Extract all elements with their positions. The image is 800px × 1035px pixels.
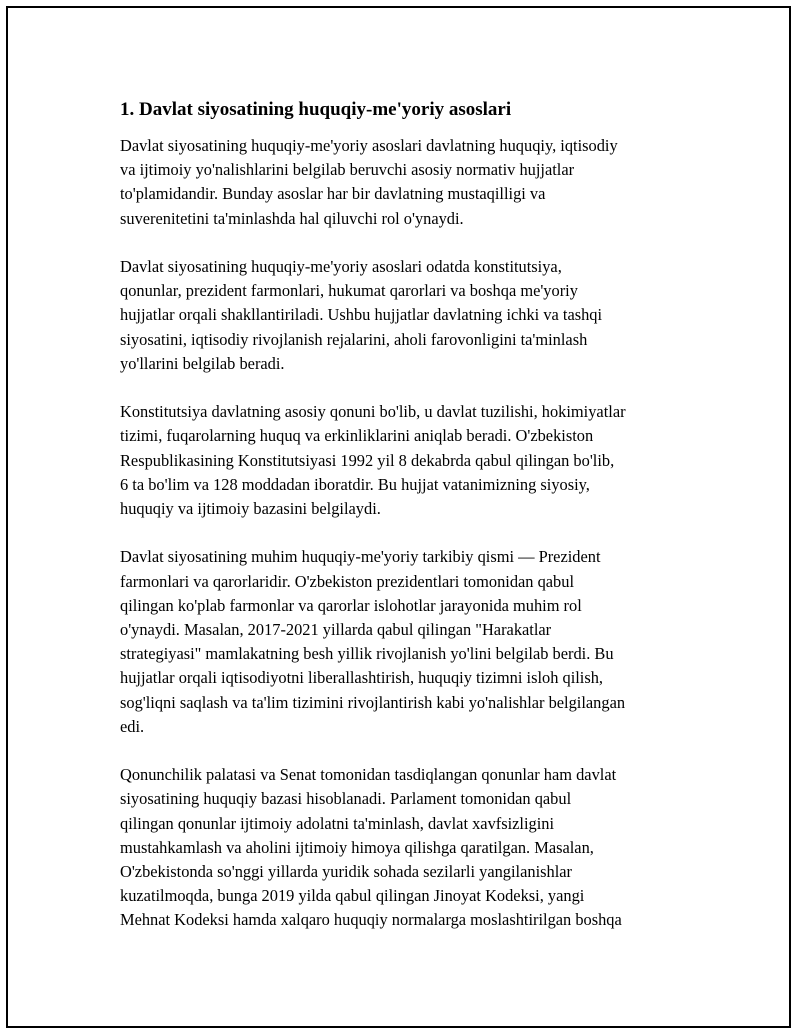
text-line: edi. bbox=[120, 716, 145, 736]
text-line: farmonlari va qarorlaridir. O'zbekiston prezidentlari tomonidan qabul bbox=[120, 571, 574, 591]
text-line: 6 ta bo'lim va 128 moddadan iboratdir. Bu hujjat vatanimizning siyosiy, bbox=[120, 474, 590, 494]
text-line: to'plamidandir. Bunday asoslar har bir davlatning mustaqilligi va bbox=[120, 184, 546, 204]
text-line: O'zbekistonda so'nggi yillarda yuridik sohada sezilarli yangilanishlar bbox=[120, 862, 572, 882]
text-line: huquqiy va ijtimoiy bazasini belgilaydi. bbox=[120, 499, 381, 519]
text-line: kuzatilmoqda, bunga 2019 yilda qabul qilingan Jinoyat Kodeksi, yangi bbox=[120, 886, 585, 906]
text-line: qilingan qonunlar ijtimoiy adolatni ta'minlash, davlat xavfsizligini bbox=[120, 813, 555, 833]
text-line: siyosatining huquqiy bazasi hisoblanadi. Parlament tomonidan qabul bbox=[120, 789, 572, 809]
paragraph bbox=[120, 400, 700, 521]
paragraph bbox=[120, 545, 700, 739]
text-line: mustahkamlash va aholini ijtimoiy himoya qilishga qaratilgan. Masalan, bbox=[120, 837, 594, 857]
text-line: yo'llarini belgilab beradi. bbox=[120, 353, 285, 373]
text-line: strategiyasi" mamlakatning besh yillik rivojlanish yo'lini belgilab berdi. Bu bbox=[120, 644, 614, 664]
text-line: Konstitutsiya davlatning asosiy qonuni bo'lib, u davlat tuzilishi, hokimiyatlar bbox=[120, 402, 626, 422]
text-line: qonunlar, prezident farmonlari, hukumat qarorlari va boshqa me'yoriy bbox=[120, 281, 578, 301]
text-line: va ijtimoiy yo'nalishlarini belgilab beruvchi asosiy normativ hujjatlar bbox=[120, 160, 575, 180]
text-line: suverenitetini ta'minlashda hal qiluvchi rol o'ynaydi. bbox=[120, 208, 464, 228]
text-line: Mehnat Kodeksi hamda xalqaro huquqiy normalarga moslashtirilgan boshqa bbox=[120, 910, 622, 930]
text-line: Davlat siyosatining muhim huquqiy-me'yoriy tarkibiy qismi — Prezident bbox=[120, 547, 601, 567]
paragraph bbox=[120, 134, 700, 231]
text-line: hujjatlar orqali shakllantiriladi. Ushbu hujjatlar davlatning ichki va tashqi bbox=[120, 305, 603, 325]
text-line: sog'liqni saqlash va ta'lim tizimini rivojlantirish kabi yo'nalishlar belgilangan bbox=[120, 692, 626, 712]
text-line: hujjatlar orqali iqtisodiyotni liberallashtirish, huquqiy tizimni isloh qilish, bbox=[120, 668, 604, 688]
text-line: Qonunchilik palatasi va Senat tomonidan tasdiqlangan qonunlar ham davlat bbox=[120, 765, 617, 785]
text-line: tizimi, fuqarolarning huquq va erkinliklarini aniqlab beradi. O'zbekiston bbox=[120, 426, 594, 446]
document-body bbox=[120, 98, 700, 957]
text-line: siyosatini, iqtisodiy rivojlanish rejalarini, aholi farovonligini ta'minlash bbox=[120, 329, 588, 349]
text-line: Davlat siyosatining huquqiy-me'yoriy asoslari davlatning huquqiy, iqtisodiy bbox=[120, 136, 618, 155]
text-line: Davlat siyosatining huquqiy-me'yoriy asoslari odatda konstitutsiya, bbox=[120, 257, 562, 276]
section-heading: 1. Davlat siyosatining huquqiy-me'yoriy asoslari bbox=[120, 99, 512, 120]
document-page bbox=[6, 6, 791, 1028]
paragraph bbox=[120, 763, 700, 932]
text-line: o'ynaydi. Masalan, 2017-2021 yillarda qabul qilingan "Harakatlar bbox=[120, 620, 552, 640]
text-line: Respublikasining Konstitutsiyasi 1992 yil 8 dekabrda qabul qilingan bo'lib, bbox=[120, 450, 615, 470]
paragraph bbox=[120, 255, 700, 376]
text-line: qilingan ko'plab farmonlar va qarorlar islohotlar jarayonida muhim rol bbox=[120, 595, 582, 615]
